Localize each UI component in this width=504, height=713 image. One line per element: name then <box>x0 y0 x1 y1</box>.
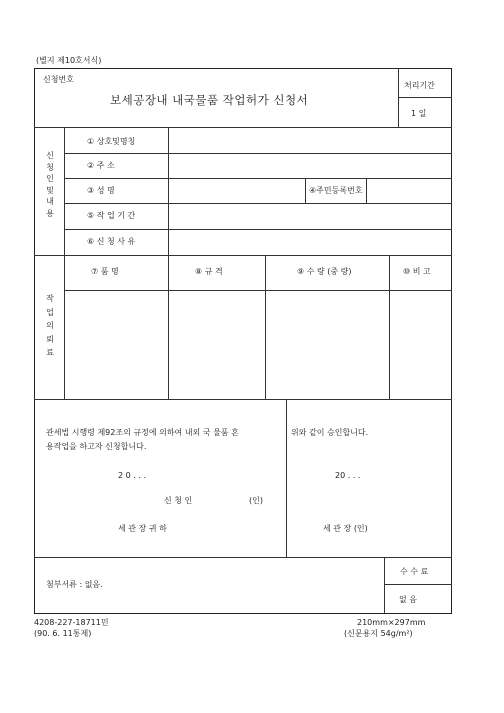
page-title: 보세공장내 내국물품 작업허가 신청서 <box>110 93 309 107</box>
paper-type: (신문용지 54g/m²) <box>344 629 413 638</box>
declaration-divider <box>286 399 287 557</box>
resident-number-label: ④주민등록번호 <box>309 186 363 195</box>
row-line <box>64 153 452 154</box>
name-divider <box>305 178 306 203</box>
declaration-date: 2 0 . . . <box>118 471 146 480</box>
applicant-label: 신 청 인 <box>164 496 193 505</box>
resident-number-divider <box>366 178 367 203</box>
row-line <box>64 203 452 204</box>
remarks-header: ⑩ 비 고 <box>403 267 431 276</box>
row-line <box>64 229 452 230</box>
fee-label: 수 수 료 <box>400 567 429 576</box>
form-number-label: (별지 제10호서식) <box>36 56 102 65</box>
approval-text: 위와 같이 승인합니다. <box>291 428 369 437</box>
applicant-side-label: 신청인및내용 <box>46 151 54 218</box>
work-side-divider <box>64 255 65 399</box>
quantity-header: ⑨ 수 량 (중 량) <box>297 267 352 276</box>
applicant-side-divider <box>64 127 65 255</box>
fee-value: 없 음 <box>399 595 417 604</box>
item-name-header: ⑦ 품 명 <box>91 267 119 276</box>
form-date-note: (90. 6. 11통제) <box>34 629 92 638</box>
name-label: ③ 성 명 <box>87 186 115 195</box>
declaration-line-1: 관세법 시행령 제92조의 규정에 의하여 내외 국 물품 혼 <box>46 428 239 437</box>
work-header-line <box>64 290 452 291</box>
fee-divider <box>384 557 385 614</box>
declaration-line-2: 용작업을 하고자 신청합니다. <box>46 442 147 451</box>
addressee-label: 세 관 장 귀 하 <box>118 524 167 533</box>
header-bottom-line <box>34 127 452 128</box>
spec-header: ⑧ 규 격 <box>195 267 223 276</box>
work-col-divider <box>168 255 169 399</box>
paper-size: 210mm×297mm <box>357 618 426 627</box>
fee-sub-line <box>384 584 452 585</box>
applicant-label-divider <box>168 127 169 255</box>
processing-period-label: 처리기간 <box>404 81 435 90</box>
attachments-label: 첨부서류 : 없음. <box>46 580 103 589</box>
row-line <box>64 178 452 179</box>
work-period-label: ⑤ 작 업 기 간 <box>87 211 136 220</box>
work-side-label: 작업의뢰료 <box>46 294 54 357</box>
header-sub-divider <box>398 97 452 98</box>
address-label: ② 주 소 <box>87 161 115 170</box>
work-col-divider <box>389 255 390 399</box>
business-name-label: ① 상호및명칭 <box>87 137 136 146</box>
declaration-bottom-line <box>34 557 452 558</box>
work-col-divider <box>265 255 266 399</box>
form-code: 4208-227-18711민 <box>34 618 109 627</box>
approver-label: 세 관 장 (인) <box>323 524 368 533</box>
processing-period-value: 1 일 <box>411 109 427 118</box>
application-number-label: 신청번호 <box>43 75 74 84</box>
approval-date: 20 . . . <box>335 471 361 480</box>
reason-label: ⑥ 신 청 사 유 <box>87 237 136 246</box>
applicant-seal: (인) <box>249 496 263 505</box>
work-bottom-line <box>34 399 452 400</box>
